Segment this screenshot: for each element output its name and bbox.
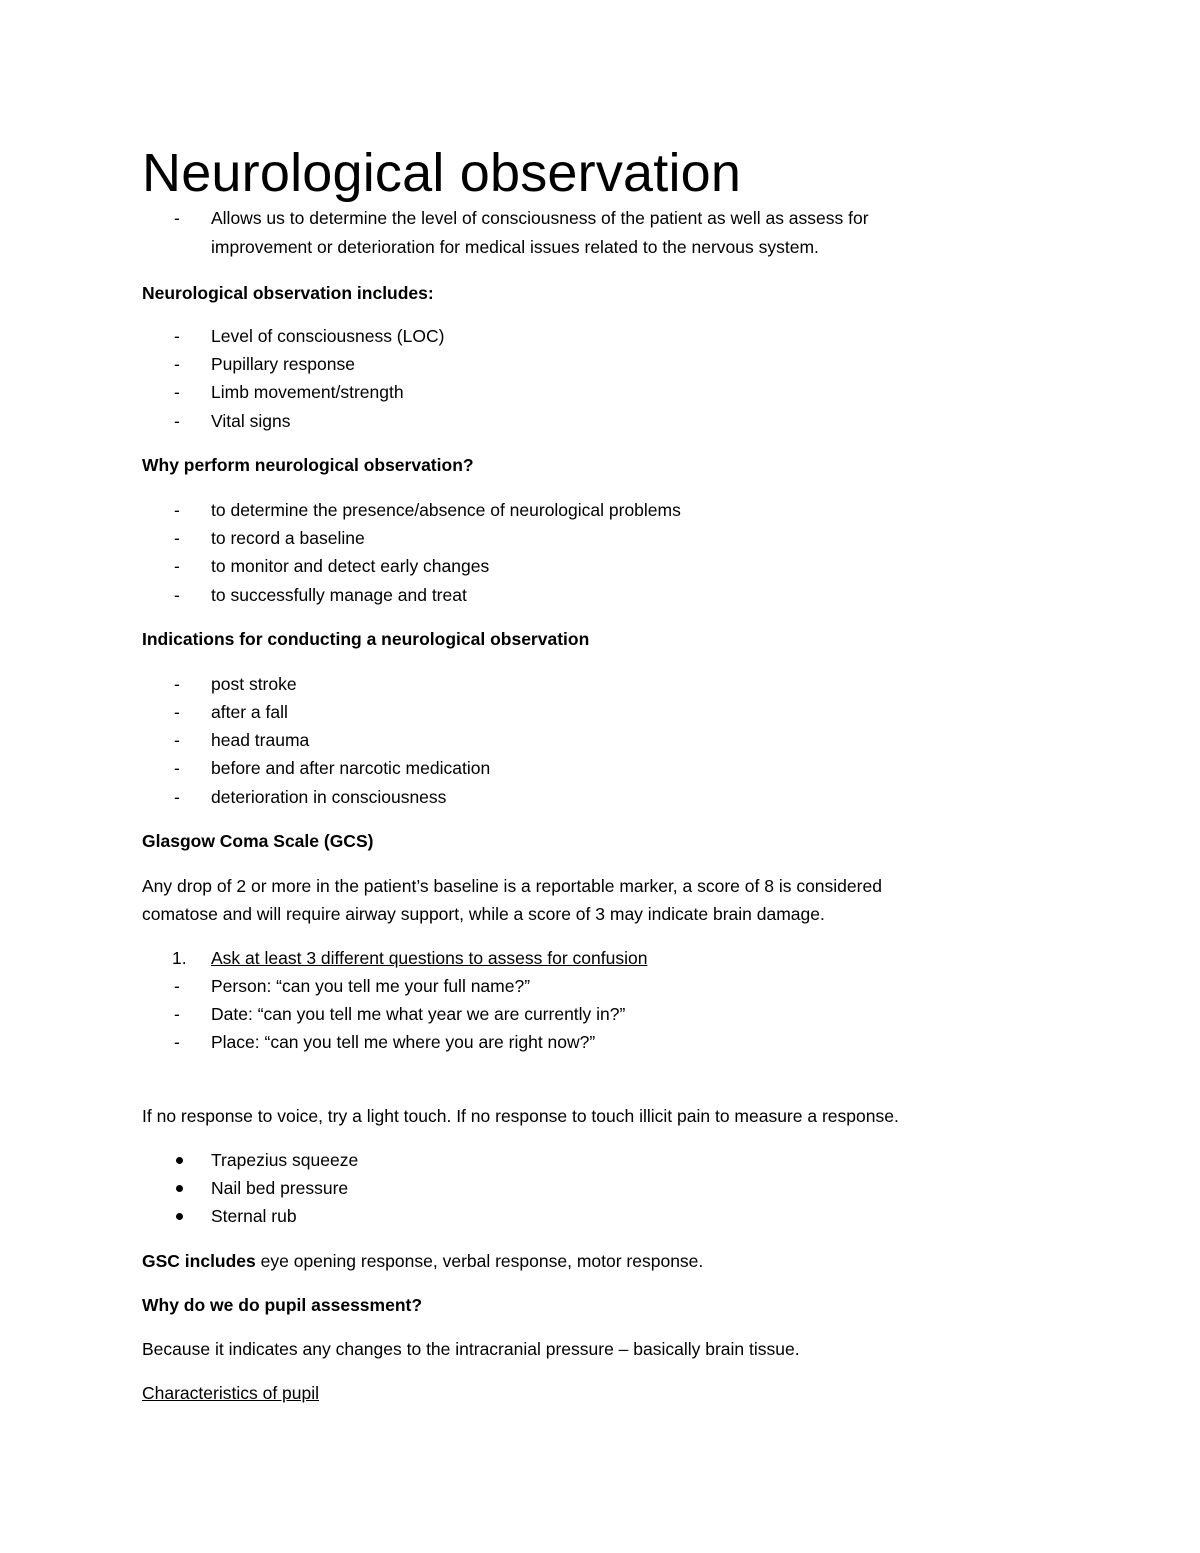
list-item xyxy=(0,754,1200,782)
list-item xyxy=(0,1028,1200,1056)
dash-marker: - xyxy=(174,411,180,431)
intro-line-1: Allows us to determine the level of consciousness of the patient as well as assess for xyxy=(211,208,869,228)
list-item xyxy=(0,552,1200,580)
dash-marker: - xyxy=(174,1032,180,1052)
bullet-item xyxy=(0,1202,1200,1230)
dash-marker: - xyxy=(174,758,180,778)
page-title: Neurological observation xyxy=(142,143,742,203)
dash-marker: - xyxy=(174,787,180,807)
gsc-includes-bold: GSC includes xyxy=(142,1251,256,1271)
bullet-item-text: Nail bed pressure xyxy=(211,1178,349,1198)
numbered-item-text: Ask at least 3 different questions to assess for confusion xyxy=(211,948,648,968)
dash-marker: - xyxy=(174,556,180,576)
list-item xyxy=(0,972,1200,1000)
bullet-item xyxy=(0,1174,1200,1202)
bullet-icon xyxy=(176,1185,183,1192)
pupil-heading: Why do we do pupil assessment? xyxy=(142,1295,423,1315)
list-item-text: to record a baseline xyxy=(211,528,365,548)
gsc-includes-rest: eye opening response, verbal response, motor response. xyxy=(255,1251,704,1271)
list-item-text: head trauma xyxy=(211,730,310,750)
list-item-text: Place: “can you tell me where you are right now?” xyxy=(211,1032,596,1052)
dash-marker: - xyxy=(174,585,180,605)
dash-marker: - xyxy=(174,528,180,548)
list-item xyxy=(0,496,1200,524)
indications-heading: Indications for conducting a neurological observation xyxy=(142,629,590,649)
dash-marker: - xyxy=(174,730,180,750)
bullet-item-text: Sternal rub xyxy=(211,1206,297,1226)
bullet-icon xyxy=(176,1157,183,1164)
dash-marker: - xyxy=(174,354,180,374)
includes-heading: Neurological observation includes: xyxy=(142,283,434,303)
list-item-text: to monitor and detect early changes xyxy=(211,556,490,576)
list-item xyxy=(0,698,1200,726)
dash-marker: - xyxy=(174,674,180,694)
number-marker: 1. xyxy=(172,948,187,968)
list-item-text: Person: “can you tell me your full name?” xyxy=(211,976,531,996)
list-item-text: Limb movement/strength xyxy=(211,382,404,402)
list-item-text: before and after narcotic medication xyxy=(211,758,491,778)
bullet-item-text: Trapezius squeeze xyxy=(211,1150,359,1170)
gsc-includes-line xyxy=(142,1247,703,1275)
list-item-text: deterioration in consciousness xyxy=(211,787,447,807)
list-item-text: to determine the presence/absence of neurological problems xyxy=(211,500,681,520)
dash-marker: - xyxy=(174,500,180,520)
gcs-paragraph-line-1: Any drop of 2 or more in the patient’s baseline is a reportable marker, a score of 8 is considered xyxy=(142,876,882,896)
bullet-item xyxy=(0,1146,1200,1174)
dash-marker: - xyxy=(174,976,180,996)
pain-paragraph: If no response to voice, try a light touch. If no response to touch illicit pain to measure a response. xyxy=(142,1106,899,1126)
bullet-icon xyxy=(176,1213,183,1220)
list-item-text: Pupillary response xyxy=(211,354,355,374)
list-item-text: Level of consciousness (LOC) xyxy=(211,326,445,346)
list-item xyxy=(0,1000,1200,1028)
intro-line-2: improvement or deterioration for medical issues related to the nervous system. xyxy=(211,237,819,257)
list-item xyxy=(0,524,1200,552)
dash-marker: - xyxy=(174,382,180,402)
intro-item xyxy=(0,204,1200,232)
list-item xyxy=(0,407,1200,435)
characteristics-heading: Characteristics of pupil xyxy=(142,1383,320,1403)
dash-marker: - xyxy=(174,326,180,346)
list-item xyxy=(0,322,1200,350)
list-item xyxy=(0,726,1200,754)
pupil-answer: Because it indicates any changes to the intracranial pressure – basically brain tissue. xyxy=(142,1339,800,1359)
list-item xyxy=(0,581,1200,609)
list-item xyxy=(0,783,1200,811)
list-item xyxy=(0,670,1200,698)
gcs-heading: Glasgow Coma Scale (GCS) xyxy=(142,831,374,851)
dash-marker: - xyxy=(174,1004,180,1024)
dash-marker: - xyxy=(174,208,180,228)
gcs-paragraph-line-2: comatose and will require airway support, while a score of 3 may indicate brain damage. xyxy=(142,904,825,924)
list-item xyxy=(0,378,1200,406)
dash-marker: - xyxy=(174,702,180,722)
list-item-text: post stroke xyxy=(211,674,297,694)
list-item xyxy=(0,350,1200,378)
why-heading: Why perform neurological observation? xyxy=(142,455,474,475)
list-item-text: after a fall xyxy=(211,702,288,722)
list-item-text: Vital signs xyxy=(211,411,291,431)
list-item-text: to successfully manage and treat xyxy=(211,585,467,605)
list-item-text: Date: “can you tell me what year we are currently in?” xyxy=(211,1004,626,1024)
numbered-item xyxy=(0,944,1200,972)
